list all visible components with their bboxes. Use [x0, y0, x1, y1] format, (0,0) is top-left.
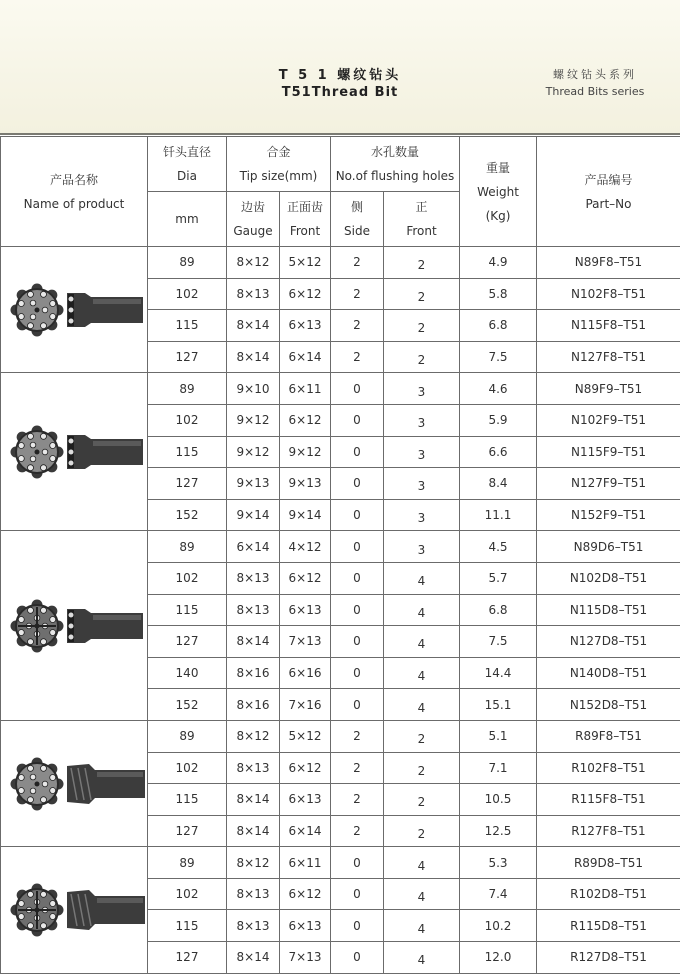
front-tip-cell: 9×13	[280, 468, 331, 500]
side-holes-cell: 0	[331, 878, 384, 910]
side-holes-cell: 2	[331, 247, 384, 279]
side-holes-cell: 2	[331, 784, 384, 816]
dia-cell: 152	[148, 499, 227, 531]
part-no-cell: N127F9–T51	[537, 468, 680, 500]
weight-cell: 5.1	[460, 720, 537, 752]
retrac-flat-bit-image	[1, 720, 148, 846]
front-tip-cell: 5×12	[280, 720, 331, 752]
front-tip-cell: 6×13	[280, 310, 331, 342]
gauge-cell: 8×13	[227, 594, 280, 626]
dia-cell: 89	[148, 847, 227, 879]
bit-side-icon	[67, 435, 143, 469]
dia-cell: 115	[148, 436, 227, 468]
part-no-cell: N152F9–T51	[537, 499, 680, 531]
gauge-cell: 8×13	[227, 910, 280, 942]
bit-illustration	[1, 412, 147, 492]
side-holes-cell: 0	[331, 562, 384, 594]
dia-cell: 89	[148, 720, 227, 752]
dia-header: 钎头直径 Dia	[148, 137, 227, 192]
part-no-cell: R102D8–T51	[537, 878, 680, 910]
weight-cell: 4.9	[460, 247, 537, 279]
front-holes-header: 正 Front	[384, 192, 460, 247]
front-tip-cell: 6×14	[280, 341, 331, 373]
weight-cell: 12.0	[460, 942, 537, 974]
title-english: T51Thread Bit	[230, 85, 450, 100]
table-row	[1, 720, 680, 752]
side-holes-cell: 0	[331, 689, 384, 721]
gauge-cell: 8×12	[227, 720, 280, 752]
alloy-header: 合金 Tip size(mm)	[227, 137, 331, 192]
dia-cell: 102	[148, 752, 227, 784]
dia-cell: 127	[148, 468, 227, 500]
part-no-cell: R115F8–T51	[537, 784, 680, 816]
flat-face-button-bit-image	[1, 373, 148, 531]
weight-cell: 6.6	[460, 436, 537, 468]
gauge-cell: 6×14	[227, 531, 280, 563]
series-chinese: 螺纹钻头系列	[530, 66, 660, 82]
front-holes-cell: 4	[384, 910, 460, 942]
front-holes-cell: 4	[384, 878, 460, 910]
weight-cell: 10.2	[460, 910, 537, 942]
front-holes-cell: 4	[384, 594, 460, 626]
part-no-cell: R89D8–T51	[537, 847, 680, 879]
gauge-cell: 8×13	[227, 278, 280, 310]
part-no-cell: N102D8–T51	[537, 562, 680, 594]
series-english: Thread Bits series	[530, 85, 660, 98]
weight-cell: 8.4	[460, 468, 537, 500]
weight-cell: 5.7	[460, 562, 537, 594]
side-holes-cell: 2	[331, 278, 384, 310]
gauge-cell: 8×14	[227, 341, 280, 373]
part-no-cell: N102F8–T51	[537, 278, 680, 310]
front-holes-cell: 3	[384, 499, 460, 531]
bit-face-icon	[11, 425, 64, 478]
gauge-cell: 9×12	[227, 404, 280, 436]
side-holes-cell: 2	[331, 720, 384, 752]
flat-face-button-bit-image	[1, 247, 148, 373]
weight-cell: 4.6	[460, 373, 537, 405]
front-holes-cell: 4	[384, 689, 460, 721]
side-holes-cell: 0	[331, 373, 384, 405]
table-row	[1, 247, 680, 279]
bit-side-icon	[67, 890, 145, 930]
front-tip-cell: 9×14	[280, 499, 331, 531]
front-tip-cell: 6×11	[280, 373, 331, 405]
front-tip-cell: 7×13	[280, 942, 331, 974]
side-holes-cell: 0	[331, 910, 384, 942]
front-holes-cell: 2	[384, 784, 460, 816]
dia-cell: 115	[148, 310, 227, 342]
flushing-holes-header: 水孔数量 No.of flushing holes	[331, 137, 460, 192]
bit-illustration	[1, 586, 147, 666]
gauge-cell: 8×16	[227, 689, 280, 721]
dia-cell: 102	[148, 878, 227, 910]
front-tip-cell: 6×16	[280, 657, 331, 689]
front-tip-cell: 6×12	[280, 562, 331, 594]
part-no-cell: N102F9–T51	[537, 404, 680, 436]
side-holes-cell: 0	[331, 847, 384, 879]
dia-cell: 102	[148, 278, 227, 310]
table-header	[1, 137, 680, 247]
front-tip-cell: 4×12	[280, 531, 331, 563]
gauge-cell: 8×14	[227, 942, 280, 974]
weight-cell: 7.4	[460, 878, 537, 910]
front-holes-cell: 2	[384, 310, 460, 342]
weight-cell: 6.8	[460, 310, 537, 342]
table-row	[1, 373, 680, 405]
front-tip-cell: 6×13	[280, 784, 331, 816]
front-tip-cell: 5×12	[280, 247, 331, 279]
front-holes-cell: 2	[384, 341, 460, 373]
dia-cell: 102	[148, 404, 227, 436]
bit-illustration	[1, 744, 147, 824]
front-holes-cell: 2	[384, 815, 460, 847]
part-no-header: 产品编号 Part–No	[537, 137, 680, 247]
page-title	[230, 64, 450, 100]
weight-cell: 7.5	[460, 626, 537, 658]
spec-table	[0, 136, 680, 974]
bit-side-icon	[67, 609, 143, 643]
side-holes-cell: 0	[331, 499, 384, 531]
gauge-cell: 8×14	[227, 815, 280, 847]
dia-cell: 102	[148, 562, 227, 594]
weight-cell: 15.1	[460, 689, 537, 721]
gauge-cell: 8×12	[227, 847, 280, 879]
dia-cell: 127	[148, 341, 227, 373]
part-no-cell: N115F8–T51	[537, 310, 680, 342]
side-holes-cell: 0	[331, 657, 384, 689]
side-holes-cell: 2	[331, 815, 384, 847]
side-holes-cell: 2	[331, 752, 384, 784]
dia-cell: 89	[148, 373, 227, 405]
dia-cell: 89	[148, 531, 227, 563]
front-tip-cell: 7×13	[280, 626, 331, 658]
weight-cell: 5.3	[460, 847, 537, 879]
side-holes-cell: 0	[331, 468, 384, 500]
front-holes-cell: 2	[384, 720, 460, 752]
part-no-cell: R89F8–T51	[537, 720, 680, 752]
part-no-cell: N127D8–T51	[537, 626, 680, 658]
front-holes-cell: 3	[384, 531, 460, 563]
bit-illustration	[1, 270, 147, 350]
part-no-cell: N127F8–T51	[537, 341, 680, 373]
part-no-cell: N89F8–T51	[537, 247, 680, 279]
side-holes-cell: 0	[331, 594, 384, 626]
dia-cell: 127	[148, 942, 227, 974]
front-holes-cell: 4	[384, 626, 460, 658]
front-tip-cell: 6×12	[280, 752, 331, 784]
gauge-cell: 8×13	[227, 752, 280, 784]
side-holes-cell: 2	[331, 310, 384, 342]
part-no-cell: N115F9–T51	[537, 436, 680, 468]
gauge-cell: 8×13	[227, 562, 280, 594]
part-no-cell: R127D8–T51	[537, 942, 680, 974]
dia-cell: 115	[148, 910, 227, 942]
gauge-cell: 8×12	[227, 247, 280, 279]
dia-cell: 140	[148, 657, 227, 689]
part-no-cell: N140D8–T51	[537, 657, 680, 689]
series-label	[530, 66, 660, 98]
weight-cell: 10.5	[460, 784, 537, 816]
part-no-cell: R127F8–T51	[537, 815, 680, 847]
front-holes-cell: 3	[384, 436, 460, 468]
side-holes-cell: 0	[331, 531, 384, 563]
dia-cell: 89	[148, 247, 227, 279]
weight-cell: 5.9	[460, 404, 537, 436]
front-tip-cell: 6×12	[280, 878, 331, 910]
dia-cell: 127	[148, 626, 227, 658]
gauge-cell: 8×14	[227, 626, 280, 658]
front-holes-cell: 4	[384, 657, 460, 689]
weight-cell: 4.5	[460, 531, 537, 563]
front-holes-cell: 4	[384, 942, 460, 974]
dia-cell: 115	[148, 784, 227, 816]
front-holes-cell: 2	[384, 752, 460, 784]
front-tip-cell: 7×16	[280, 689, 331, 721]
part-no-cell: N89F9–T51	[537, 373, 680, 405]
front-holes-cell: 3	[384, 373, 460, 405]
weight-cell: 7.1	[460, 752, 537, 784]
retrac-dome-bit-image	[1, 847, 148, 973]
weight-cell: 7.5	[460, 341, 537, 373]
side-holes-cell: 0	[331, 436, 384, 468]
page-header	[0, 0, 680, 135]
weight-cell: 5.8	[460, 278, 537, 310]
gauge-cell: 9×12	[227, 436, 280, 468]
weight-cell: 11.1	[460, 499, 537, 531]
part-no-cell: R102F8–T51	[537, 752, 680, 784]
front-holes-cell: 2	[384, 278, 460, 310]
dia-cell: 152	[148, 689, 227, 721]
side-holes-cell: 0	[331, 942, 384, 974]
front-holes-cell: 2	[384, 247, 460, 279]
front-holes-cell: 3	[384, 404, 460, 436]
weight-cell: 12.5	[460, 815, 537, 847]
front-tip-cell: 6×13	[280, 910, 331, 942]
side-holes-cell: 0	[331, 404, 384, 436]
gauge-cell: 9×13	[227, 468, 280, 500]
gauge-cell: 8×13	[227, 878, 280, 910]
gauge-cell: 8×16	[227, 657, 280, 689]
front-holes-cell: 4	[384, 847, 460, 879]
table-row	[1, 847, 680, 879]
bit-side-icon	[67, 293, 143, 327]
front-tip-cell: 6×12	[280, 404, 331, 436]
front-tip-cell: 6×12	[280, 278, 331, 310]
front-tip-header: 正面齿 Front	[280, 192, 331, 247]
bit-face-icon	[11, 283, 64, 336]
weight-cell: 6.8	[460, 594, 537, 626]
side-holes-header: 侧 Side	[331, 192, 384, 247]
part-no-cell: N89D6–T51	[537, 531, 680, 563]
dia-cell: 115	[148, 594, 227, 626]
title-chinese: T 5 1 螺纹钻头	[230, 64, 450, 83]
bit-face-icon	[11, 599, 64, 652]
part-no-cell: N152D8–T51	[537, 689, 680, 721]
part-no-cell: R115D8–T51	[537, 910, 680, 942]
bit-illustration	[1, 870, 147, 950]
bit-face-icon	[11, 883, 64, 936]
dia-unit-header: mm	[148, 192, 227, 247]
side-holes-cell: 0	[331, 626, 384, 658]
side-holes-cell: 2	[331, 341, 384, 373]
product-name-header: 产品名称 Name of product	[1, 137, 148, 247]
gauge-cell: 8×14	[227, 784, 280, 816]
weight-cell: 14.4	[460, 657, 537, 689]
part-no-cell: N115D8–T51	[537, 594, 680, 626]
bit-face-icon	[11, 757, 64, 810]
table-body	[1, 247, 680, 974]
bit-side-icon	[67, 764, 145, 804]
gauge-header: 边齿 Gauge	[227, 192, 280, 247]
front-tip-cell: 6×11	[280, 847, 331, 879]
dia-cell: 127	[148, 815, 227, 847]
table-row	[1, 531, 680, 563]
gauge-cell: 9×10	[227, 373, 280, 405]
dome-face-button-bit-image	[1, 531, 148, 721]
front-holes-cell: 4	[384, 562, 460, 594]
weight-header: 重量 Weight (Kg)	[460, 137, 537, 247]
front-tip-cell: 9×12	[280, 436, 331, 468]
gauge-cell: 9×14	[227, 499, 280, 531]
front-holes-cell: 3	[384, 468, 460, 500]
gauge-cell: 8×14	[227, 310, 280, 342]
front-tip-cell: 6×13	[280, 594, 331, 626]
front-tip-cell: 6×14	[280, 815, 331, 847]
